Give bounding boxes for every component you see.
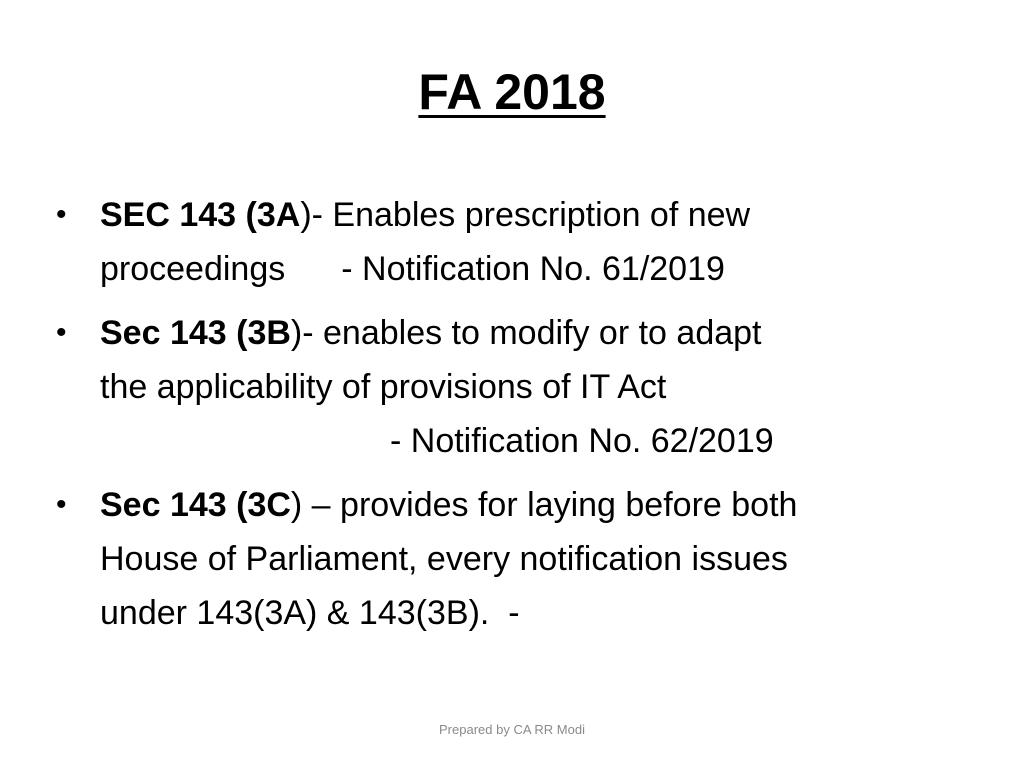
section-ref: SEC 143 (3A (100, 196, 301, 234)
footer-credit: Prepared by CA RR Modi (439, 722, 585, 737)
bullet-text: proceedings (100, 250, 286, 288)
bullet-icon: • (56, 316, 67, 349)
bullet-text: House of Parliament, every notification issues (100, 540, 788, 578)
bullet-list (56, 188, 956, 650)
slide-title (0, 62, 1024, 122)
bullet-text: )- Enables prescription of new (300, 196, 751, 234)
bullet-icon: • (56, 488, 67, 521)
bullet-item-sec-143-3b (56, 306, 956, 468)
notification-ref: - Notification No. 61/2019 (341, 250, 725, 288)
section-ref: Sec 143 (3C (100, 486, 291, 524)
bullet-item-sec-143-3c (56, 478, 956, 640)
notification-ref: - Notification No. 62/2019 (390, 422, 774, 460)
slide-title-text: FA 2018 (418, 64, 606, 120)
bullet-text: under 143(3A) & 143(3B). - (100, 594, 520, 632)
bullet-item-sec-143-3a (56, 188, 956, 296)
bullet-text: the applicability of provisions of IT Act (100, 368, 667, 406)
bullet-text: ) – provides for laying before both (290, 486, 798, 524)
section-ref: Sec 143 (3B (100, 314, 291, 352)
bullet-text: )- enables to modify or to adapt (290, 314, 762, 352)
bullet-icon: • (56, 198, 67, 231)
